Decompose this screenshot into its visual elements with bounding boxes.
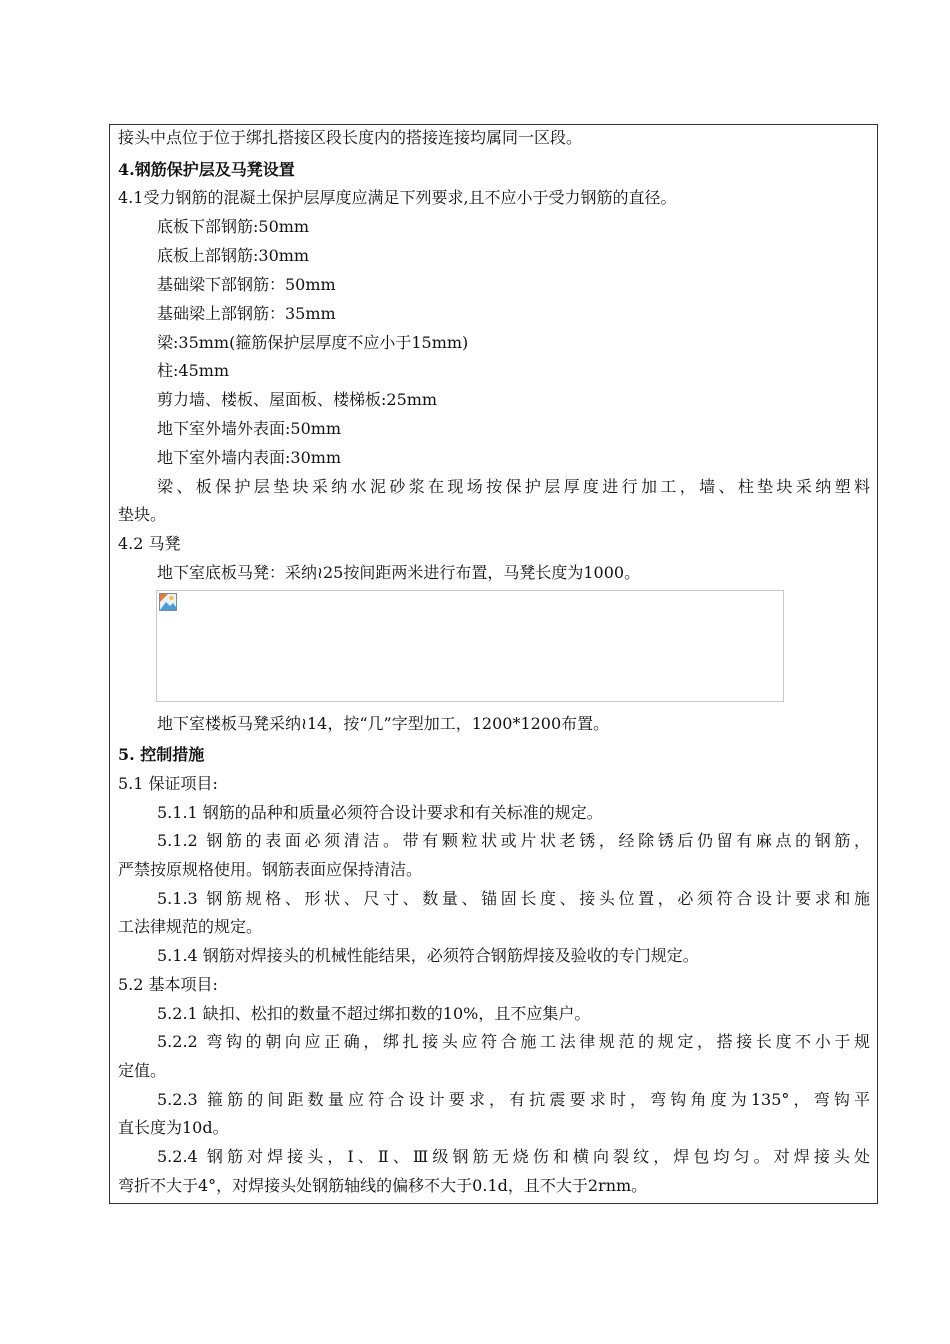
cover-item: 剪力墙、楼板、屋面板、楼梯板:25mm [157, 390, 438, 409]
subsection-heading: 5.1 保证项目: [118, 774, 218, 793]
paragraph-text: 工法律规范的规定。 [118, 917, 263, 936]
cover-item: 柱:45mm [157, 361, 230, 380]
section-heading-4: 4.钢筋保护层及马凳设置 [118, 160, 295, 179]
cover-item: 地下室外墙内表面:30mm [157, 448, 342, 467]
cover-item: 基础梁上部钢筋：35mm [157, 304, 336, 323]
paragraph-text: 地下室底板马凳：采纳≀25按间距两米进行布置，马凳长度为1000。 [157, 563, 641, 582]
paragraph-text: 5.2.3 箍筋的间距数量应符合设计要求，有抗震要求时，弯钩角度为135°，弯钩平 [157, 1090, 870, 1109]
subsection-heading: 5.2 基本项目: [118, 975, 218, 994]
paragraph-text: 5.1.4 钢筋对焊接头的机械性能结果，必须符合钢筋焊接及验收的专门规定。 [157, 946, 699, 965]
broken-image-icon [159, 593, 177, 611]
cover-item: 底板上部钢筋:30mm [157, 246, 310, 265]
paragraph-text: 5.2.4 钢筋对焊接头，Ⅰ、Ⅱ、Ⅲ级钢筋无烧伤和横向裂纹，焊包均匀。对焊接头处 [157, 1147, 870, 1166]
paragraph-text: 地下室楼板马凳采纳≀14，按“几”字型加工，1200*1200布置。 [157, 714, 610, 733]
paragraph-text: 梁、板保护层垫块采纳水泥砂浆在现场按保护层厚度进行加工，墙、柱垫块采纳塑料 [157, 477, 870, 496]
paragraph-text: 接头中点位于位于绑扎搭接区段长度内的搭接连接均属同一区段。 [118, 128, 583, 147]
cover-item: 地下室外墙外表面:50mm [157, 419, 342, 438]
subsection-heading: 4.2 马凳 [118, 534, 181, 553]
image-placeholder [156, 590, 784, 702]
paragraph-text: 垫块。 [118, 505, 167, 524]
paragraph-text: 直长度为10d。 [118, 1118, 229, 1137]
cover-item: 梁:35mm(箍筋保护层厚度不应小于15mm) [157, 333, 469, 352]
cover-item: 基础梁下部钢筋：50mm [157, 275, 336, 294]
paragraph-text: 5.1.1 钢筋的品种和质量必须符合设计要求和有关标准的规定。 [157, 803, 603, 822]
paragraph-text: 4.1受力钢筋的混凝土保护层厚度应满足下列要求,且不应小于受力钢筋的直径。 [118, 188, 677, 207]
paragraph-text: 弯折不大于4°，对焊接头处钢筋轴线的偏移不大于0.1d，且不大于2rnm。 [118, 1176, 648, 1195]
paragraph-text: 5.2.1 缺扣、松扣的数量不超过绑扣数的10%，且不应集户。 [157, 1004, 591, 1023]
paragraph-text: 定值。 [118, 1061, 167, 1080]
paragraph-text: 5.1.2 钢筋的表面必须清洁。带有颗粒状或片状老锈，经除锈后仍留有麻点的钢筋， [157, 831, 870, 850]
cover-item: 底板下部钢筋:50mm [157, 217, 310, 236]
paragraph-text: 5.2.2 弯钩的朝向应正确，绑扎接头应符合施工法律规范的规定，搭接长度不小于规 [157, 1032, 870, 1051]
paragraph-text: 严禁按原规格使用。钢筋表面应保持清洁。 [118, 860, 423, 879]
section-heading-5: 5. 控制措施 [118, 745, 205, 764]
paragraph-text: 5.1.3 钢筋规格、形状、尺寸、数量、锚固长度、接头位置，必须符合设计要求和施 [157, 889, 870, 908]
